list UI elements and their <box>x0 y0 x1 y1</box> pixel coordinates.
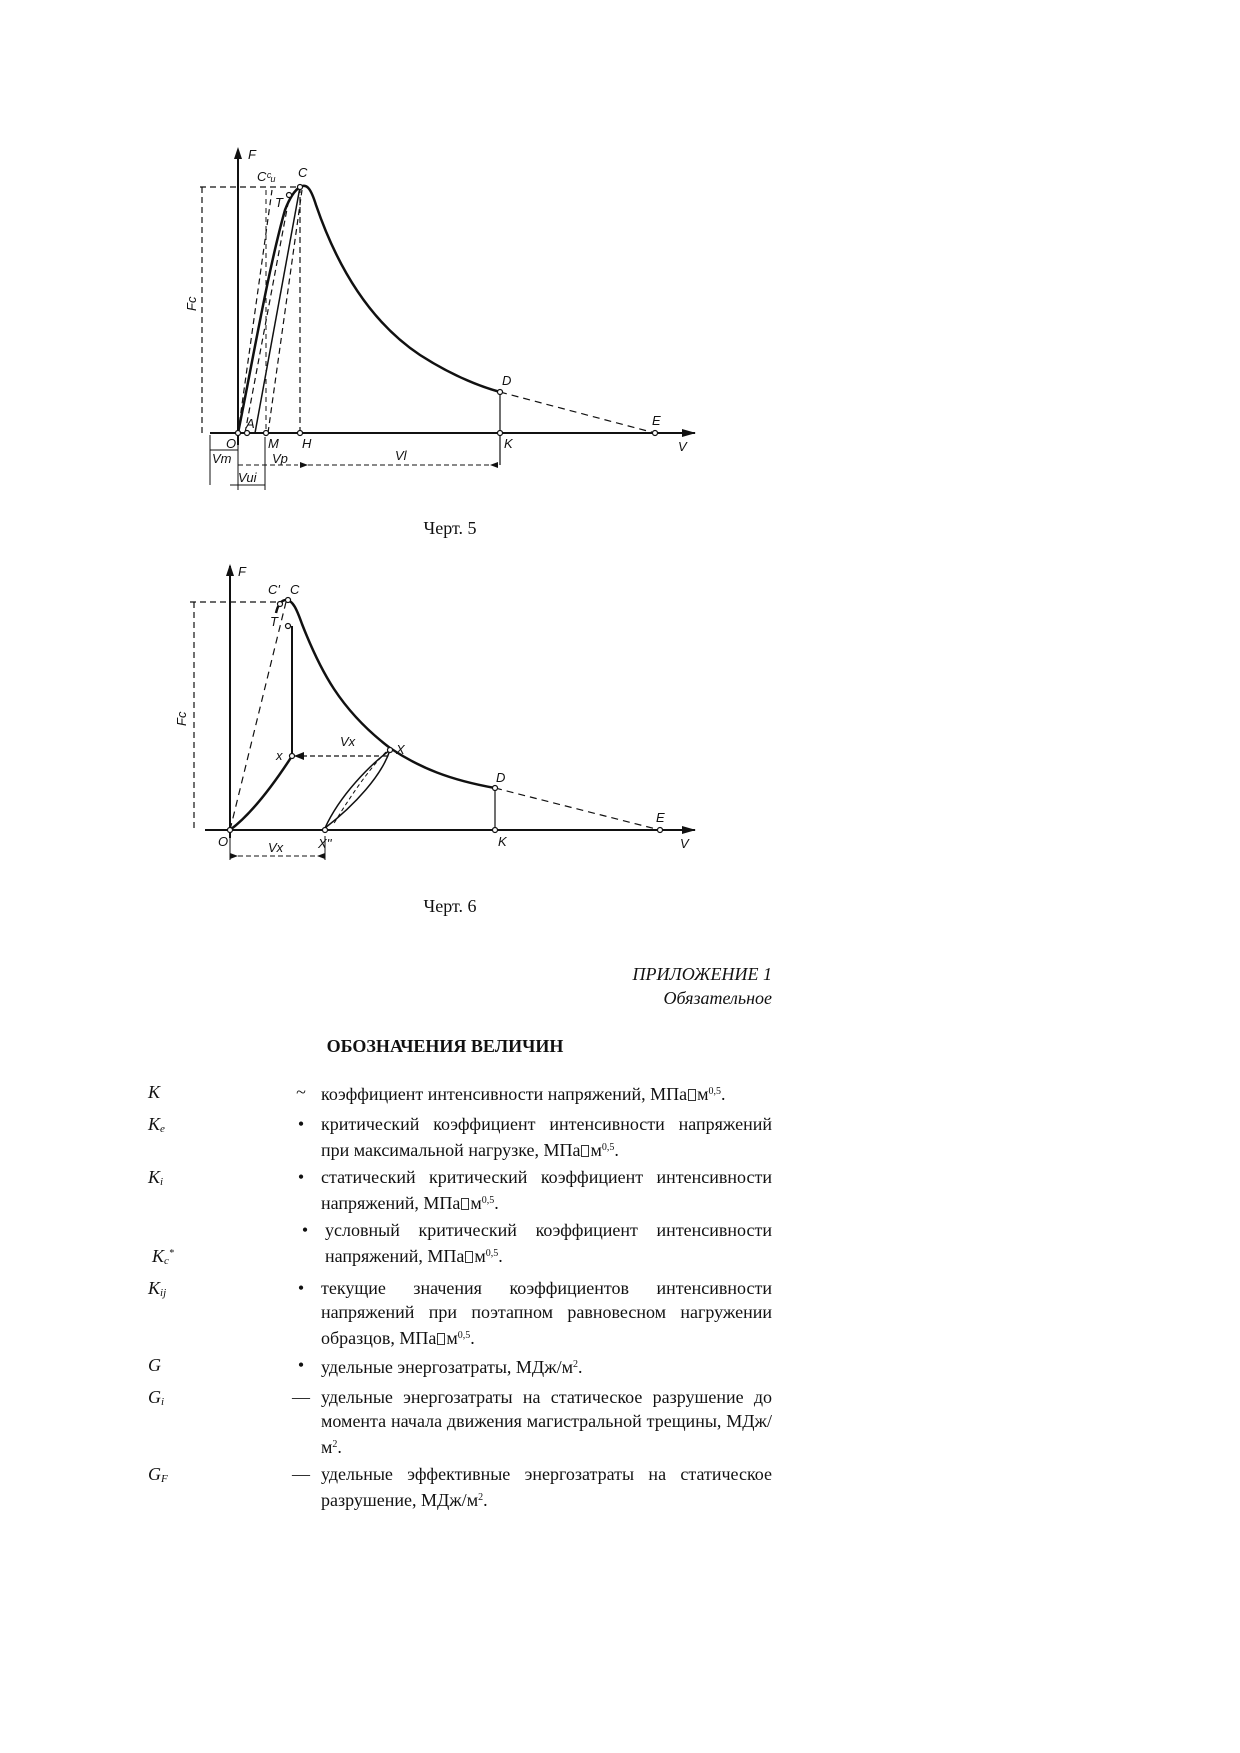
symbol: $K_i$ <box>148 1167 164 1188</box>
label-d: D <box>496 770 506 785</box>
figure-5 <box>184 145 710 505</box>
separator: — <box>292 1464 310 1484</box>
label-x-double-prime: X'' <box>318 836 332 851</box>
label-k: K <box>498 834 507 849</box>
label-c: C <box>298 165 308 180</box>
label-t: T <box>270 614 278 629</box>
appendix-title: ПРИЛОЖЕНИЕ 1 <box>632 964 772 984</box>
label-m: M <box>268 436 279 451</box>
label-h: H <box>302 436 312 451</box>
definition-text: критический коэффициент интенсивности напряжений при максимальной нагрузке, МПа $м^{0,5}$. <box>321 1114 772 1160</box>
appendix-subtitle: Обязательное <box>663 988 772 1008</box>
figure-6-caption: Черт. 6 <box>423 896 477 916</box>
definition-text: удельные энергозатраты на статическое разрушение до момента начала движения магистральной трещины, МДж/$м^2$. <box>321 1387 772 1457</box>
label-vui: Vui <box>238 470 257 485</box>
label-e: E <box>656 810 665 825</box>
definition-row <box>148 1353 772 1382</box>
definition-text: удельные эффективные энергозатраты на статическое разрушение, МДж/$м^2$. <box>321 1464 772 1510</box>
definition-text: условный критический коэффициент интенсивности напряжений, МПа $м^{0,5}$. <box>325 1220 772 1266</box>
symbol: $K_c^*$ <box>152 1246 174 1267</box>
symbol: $K_e$ <box>148 1114 165 1135</box>
separator: — <box>292 1387 310 1407</box>
figure-5-drawing <box>184 145 710 505</box>
label-c: C <box>290 582 300 597</box>
label-vx-dim: Vx <box>268 840 284 855</box>
figure-5-caption: Черт. 5 <box>423 518 477 538</box>
label-x: X <box>396 742 405 757</box>
definition-row <box>148 1276 772 1350</box>
definition-row <box>148 1165 772 1215</box>
label-x-small: x <box>276 748 283 763</box>
separator: • <box>297 1167 305 1187</box>
label-f: F <box>238 564 246 579</box>
label-e: E <box>652 413 661 428</box>
definition-row <box>148 1385 772 1459</box>
label-k: K <box>504 436 513 451</box>
label-vp: Vp <box>272 451 288 466</box>
label-o: O <box>218 834 229 849</box>
separator: ~ <box>296 1082 306 1102</box>
label-d: D <box>502 373 512 388</box>
definition-text: текущие значения коэффициентов интенсивности напряжений при поэтапном равновесном нагружении образцов, МПа $м^{0,5}$. <box>321 1278 772 1348</box>
symbol: $G_i$ <box>148 1387 165 1408</box>
label-c-prime: C' <box>268 582 280 597</box>
separator: • <box>297 1114 305 1134</box>
section-heading: ОБОЗНАЧЕНИЯ ВЕЛИЧИН <box>326 1036 564 1056</box>
label-fc: Fc <box>174 711 189 726</box>
label-fc: Fc <box>184 296 199 311</box>
label-t: T <box>275 195 283 210</box>
definition-row <box>148 1218 772 1273</box>
label-v: V <box>678 439 687 454</box>
symbol: $K_{ij}$ <box>148 1278 167 1299</box>
label-vl: Vl <box>395 448 407 463</box>
separator: • <box>297 1355 305 1375</box>
definition-row <box>148 1112 772 1162</box>
figure-6 <box>174 560 710 870</box>
symbol: K <box>148 1082 161 1102</box>
separator: • <box>297 1278 305 1298</box>
figure-6-drawing <box>174 560 710 870</box>
symbol: G <box>148 1355 161 1375</box>
label-cu: Cᶜᵤ <box>257 169 276 184</box>
definition-row <box>148 1080 772 1109</box>
label-vm: Vm <box>212 451 232 466</box>
label-a: A <box>246 416 255 431</box>
definition-text: коэффициент интенсивности напряжений, МПа $м^{0,5}$. <box>321 1084 726 1104</box>
definitions-list <box>148 1080 772 1515</box>
definition-text: статический критический коэффициент интенсивности напряжений, МПа $м^{0,5}$. <box>321 1167 772 1213</box>
label-vx: Vx <box>340 734 356 749</box>
label-o: O <box>226 436 237 451</box>
separator: • <box>301 1220 309 1240</box>
symbol: $G_F$ <box>148 1464 168 1485</box>
label-v: V <box>680 836 689 851</box>
appendix-header <box>633 962 772 1010</box>
definition-text: удельные энергозатраты, МДж/$м^2$. <box>321 1357 583 1377</box>
definition-row <box>148 1462 772 1512</box>
label-f: F <box>248 147 256 162</box>
